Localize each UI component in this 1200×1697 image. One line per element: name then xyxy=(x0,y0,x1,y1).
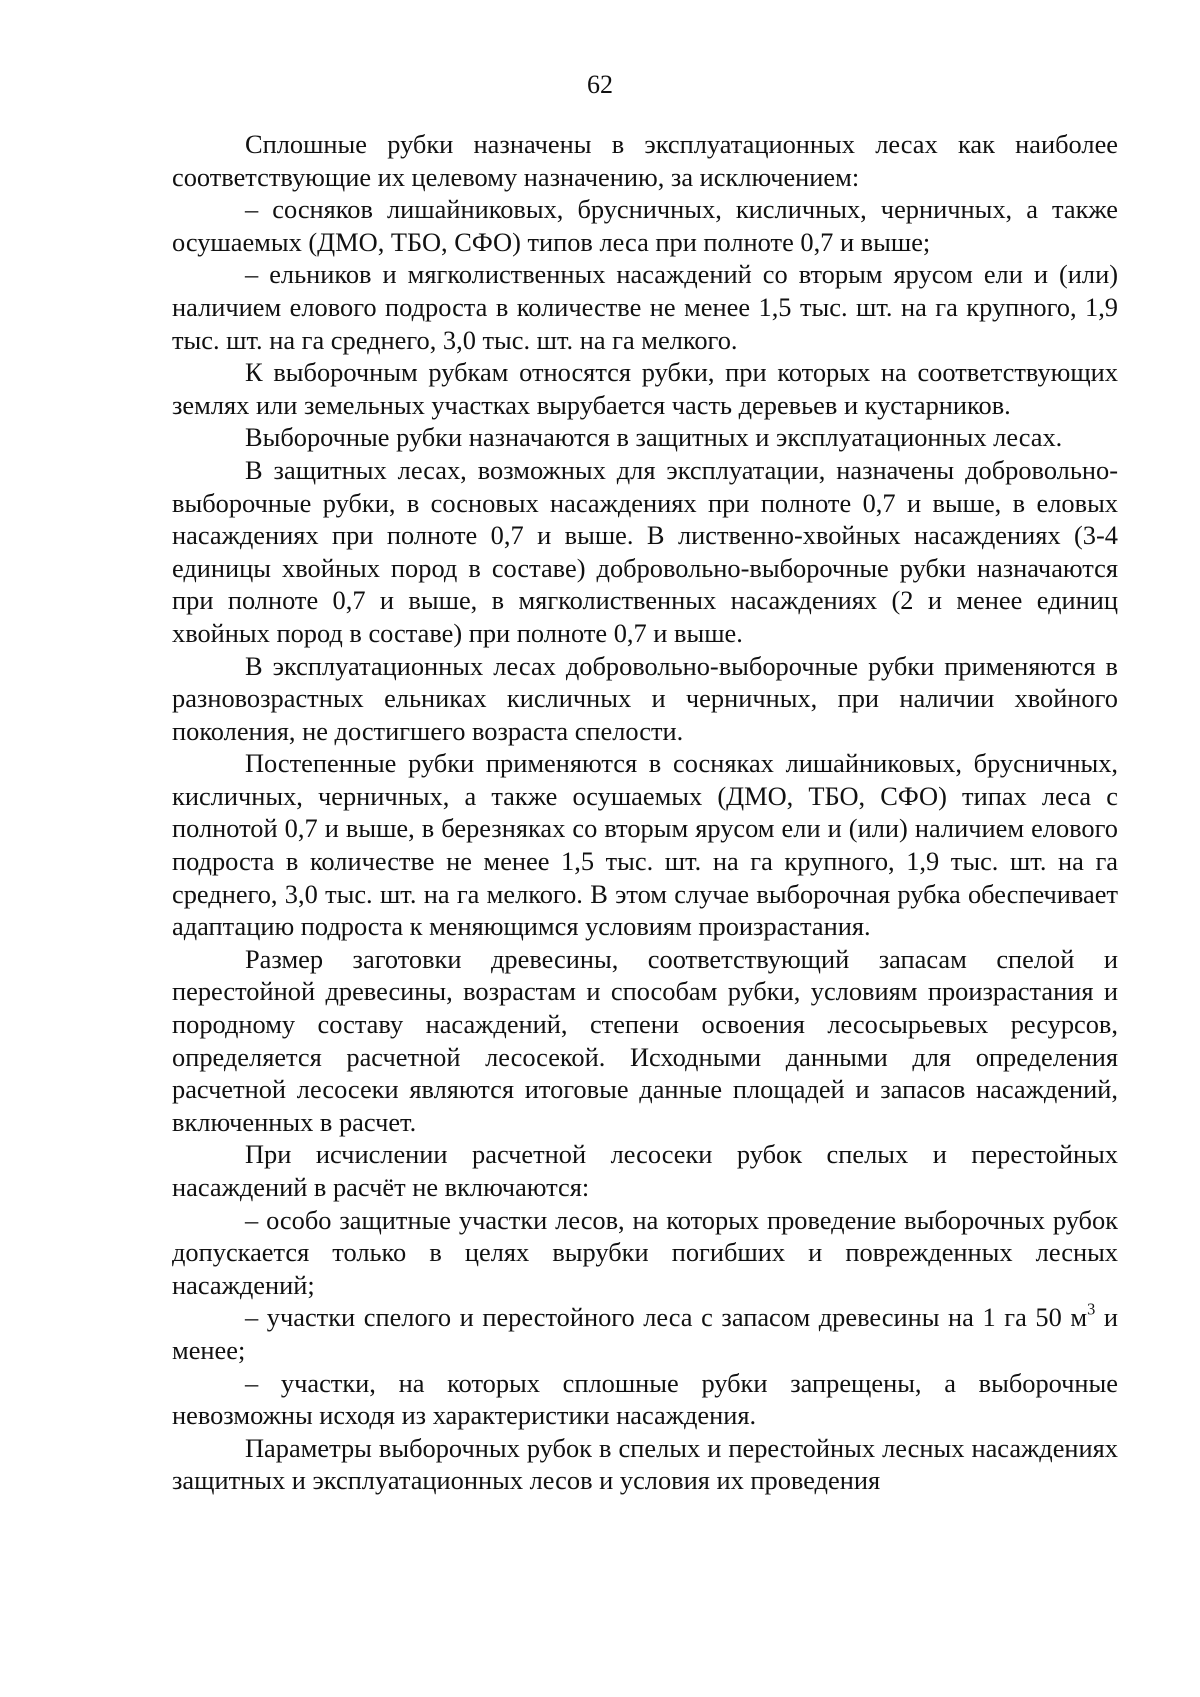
paragraph: В защитных лесах, возможных для эксплуатации, назначены добровольно-выборочные рубки, в сосновых насаждениях при полноте 0,7 и выше, в еловых насаждениях при полноте 0,7 и выше. В лиственно-хвойных насаждениях (3-4 единицы хвойных пород в составе) добровольно-выборочные рубки назначаются при полноте 0,7 и выше, в мягколиственных насаждениях (2 и менее единиц хвойных пород в составе) при полноте 0,7 и выше. xyxy=(172,454,1118,648)
paragraph: Параметры выборочных рубок в спелых и перестойных лесных насаждениях защитных и эксплуатационных лесов и условия их проведения xyxy=(172,1432,1118,1496)
paragraph: Выборочные рубки назначаются в защитных и эксплуатационных лесах. xyxy=(245,422,1063,453)
page-number: 62 xyxy=(587,70,613,99)
list-item-text: – участки спелого и перестойного леса с запасом древесины на 1 га 50 м xyxy=(245,1302,1088,1333)
paragraph: При исчислении расчетной лесосеки рубок спелых и перестойных насаждений в расчёт не включаются: xyxy=(172,1139,1118,1202)
paragraph: К выборочным рубкам относятся рубки, при которых на соответствующих землях или земельных участках вырубается часть деревьев и кустарников. xyxy=(172,357,1118,420)
superscript-exponent: 3 xyxy=(1087,1299,1096,1319)
list-item: – ельников и мягколиственных насаждений со вторым ярусом ели и (или) наличием елового подроста в количестве не менее 1,5 тыс. шт. на га крупного, 1,9 тыс. шт. на га среднего, 3,0 тыс. шт. на га мелкого. xyxy=(172,259,1118,355)
paragraph: В эксплуатационных лесах добровольно-выборочные рубки применяются в разновозрастных ельниках кисличных и черничных, при наличии хвойного поколения, не достигшего возраста спелости. xyxy=(172,650,1118,746)
paragraph: Постепенные рубки применяются в сосняках лишайниковых, брусничных, кисличных, черничных, а также осушаемых (ДМО, ТБО, СФО) типах леса с полнотой 0,7 и выше, в березняках со вторым ярусом ели и (или) наличием елового подроста в количестве не менее 1,5 тыс. шт. на га крупного, 1,9 тыс. шт. на га среднего, 3,0 тыс. шт. на га мелкого. В этом случае выборочная рубка обеспечивает адаптацию подроста к меняющимся условиям произрастания. xyxy=(172,748,1118,942)
list-item: – особо защитные участки лесов, на которых проведение выборочных рубок допускается только в целях вырубки погибших и поврежденных лесных насаждений; xyxy=(172,1204,1118,1300)
paragraph: Сплошные рубки назначены в эксплуатационных лесах как наиболее соответствующие их целевому назначению, за исключением: xyxy=(172,129,1118,192)
list-item xyxy=(172,1301,1118,1366)
list-item: – участки, на которых сплошные рубки запрещены, а выборочные невозможны исходя из характеристики насаждения. xyxy=(172,1367,1118,1431)
paragraph: Размер заготовки древесины, соответствующий запасам спелой и перестойной древесины, возрастам и способам рубки, условиям произрастания и породному составу насаждений, степени освоения лесосырьевых ресурсов, определяется расчетной лесосекой. Исходными данными для определения расчетной лесосеки являются итоговые данные площадей и запасов насаждений, включенных в расчет. xyxy=(172,943,1118,1137)
list-item-text-end: и менее; xyxy=(172,1302,1118,1365)
list-item: – сосняков лишайниковых, брусничных, кисличных, черничных, а также осушаемых (ДМО, ТБО, СФО) типов леса при полноте 0,7 и выше; xyxy=(172,194,1118,257)
body-text xyxy=(172,128,1118,1497)
